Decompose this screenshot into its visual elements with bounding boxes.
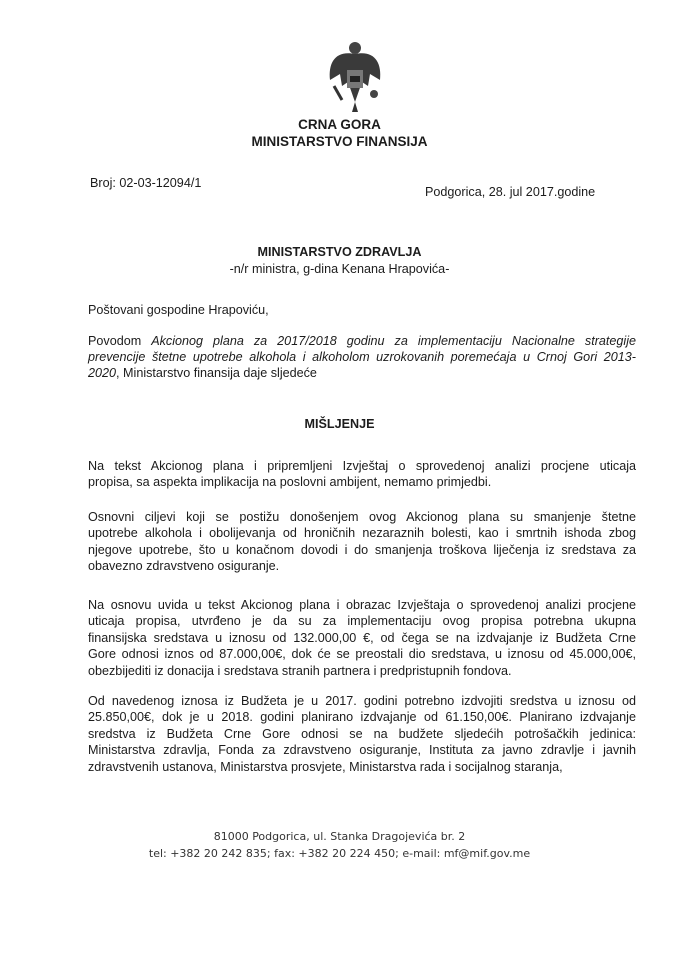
intro-line [88, 334, 636, 349]
paragraph-line: Gore odnosi iznos od 87.000,00€, dok će se preostali dio sredstava, u iznosu od 45.000,00€, [88, 647, 636, 662]
intro-text: , Ministarstvo finansija daje sljedeće [116, 366, 317, 380]
paragraph-line: Na osnovu uvida u tekst Akcionog plana i obrazac Izvještaja o sprovedenoj analizi procjene [88, 598, 636, 612]
paragraph-line: 25.850,00€, dok je u 2018. godini planirano izdvajanje od 61.150,00€. Planirano izdvajanje [88, 710, 636, 725]
recipient-attention: -n/r ministra, g-dina Kenana Hrapovića- [229, 262, 450, 276]
paragraph-line: propisa, sa aspekta implikacija na poslovni ambijent, nemamo primjedbi. [88, 475, 492, 490]
paragraph-line: obezbijediti iz donacija i sredstava stranih partnera i predpristupnih fondova. [88, 663, 512, 678]
footer-contact: tel: +382 20 242 835; fax: +382 20 224 450; e-mail: mf@mif.gov.me [148, 847, 531, 860]
reference-number: Broj: 02-03-12094/1 [90, 176, 202, 190]
intro-text: Akcionog plana za 2017/2018 godinu za implementaciju Nacionalne strategije [151, 334, 637, 348]
country-name: CRNA GORA [298, 117, 381, 132]
footer-address: 81000 Podgorica, ul. Stanka Dragojevića br. 2 [213, 830, 466, 843]
paragraph-line: obavezno zdravstveno osiguranje. [88, 559, 280, 574]
salutation: Poštovani gospodine Hrapoviću, [88, 303, 269, 317]
paragraph-line: njegove upotrebe, što u konačnom dovodi i do smanjenja troškova liječenja iz sredstava za [88, 542, 636, 557]
paragraph-line: upotrebe alkohola i obolijevanja od hroničnih nezaraznih bolesti, kao i smrtnih ishoda zbog [88, 526, 636, 541]
ministry-name: MINISTARSTVO FINANSIJA [251, 134, 428, 149]
intro-text: prevencije štetne upotrebe alkohola i alkoholom uzrokovanih poremećaja u Crnoj Gori 2013- [88, 350, 636, 364]
intro-line [88, 366, 636, 381]
opinion-heading: MIŠLJENJE [304, 417, 375, 431]
paragraph-line: Osnovni ciljevi koji se postižu donošenjem ovog Akcionog plana su smanjenje štetne [88, 510, 636, 524]
coat-of-arms-emblem [326, 40, 384, 116]
intro-text: Povodom [88, 334, 152, 348]
place-date: Podgorica, 28. jul 2017.godine [425, 185, 596, 199]
paragraph-line: zdravstvenih ustanova, Ministarstva prosvjete, Ministarstva rada i socijalnog staranja, [88, 759, 563, 774]
paragraph-line: Na tekst Akcionog plana i pripremljeni Izvještaj o sprovedenoj analizi procjene uticaja [88, 459, 636, 473]
paragraph-line: uticaja propisa, utvrđeno je da su za implementaciju ovog propisa potrebna ukupna [88, 614, 636, 629]
paragraph-line: Ministarstva zdravlja, Fonda za zdravstveno osiguranje, Instituta za javno zdravlje i javnih [88, 743, 636, 758]
intro-line [88, 350, 636, 365]
paragraph-line: sredstva iz Budžeta Crne Gore odnosi se na budžete sljedećih potrošačkih jedinica: [88, 726, 636, 741]
paragraph-line: finansijska sredstava u iznosu od 132.000,00 €, od čega se na izdvajanje iz Budžeta Crne [88, 630, 636, 645]
intro-text: 2020 [88, 366, 117, 380]
recipient-name: MINISTARSTVO ZDRAVLJA [257, 245, 422, 259]
paragraph-line: Od navedenog iznosa iz Budžeta je u 2017. godini potrebno izdvojiti sredstva u iznosu od [88, 694, 636, 708]
